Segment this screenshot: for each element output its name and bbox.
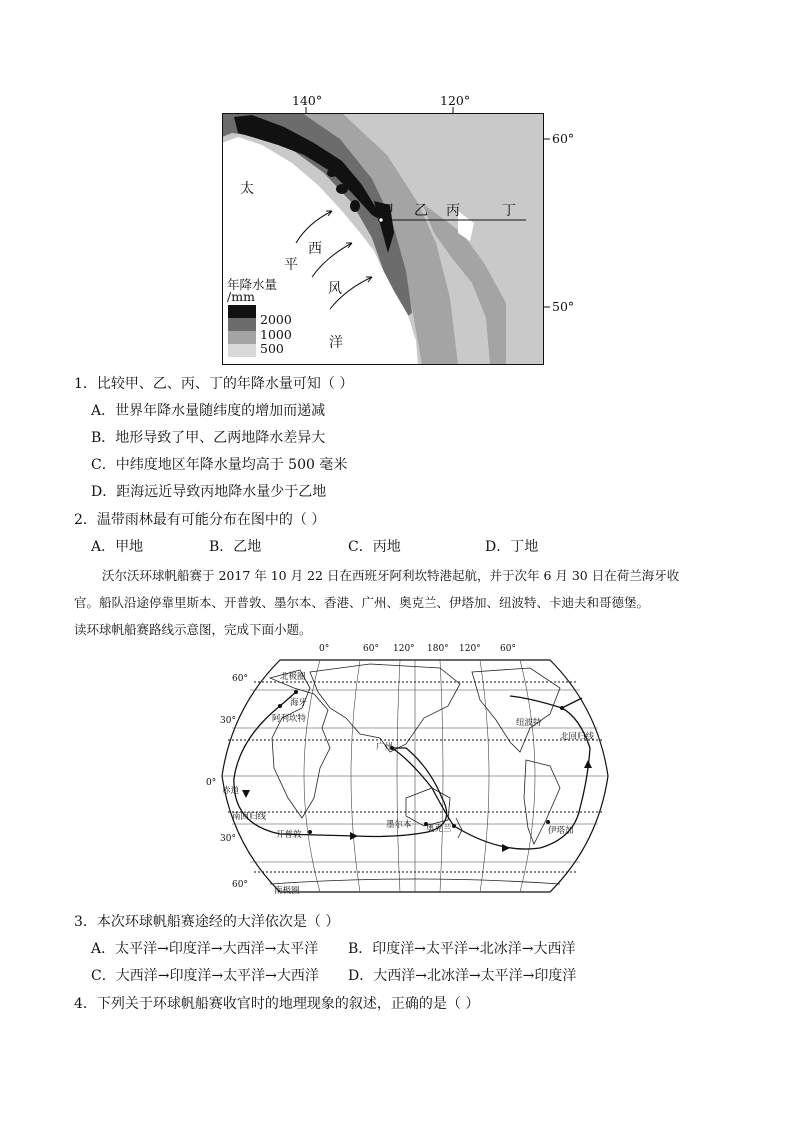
legend-title: 年降水量 bbox=[227, 277, 278, 292]
wind-char-feng: 风 bbox=[328, 281, 342, 297]
place-jia: 甲 bbox=[380, 203, 394, 219]
label-melbourne: 墨尔本 bbox=[386, 820, 412, 830]
q2-stem: 2．温带雨林最有可能分布在图中的（ ） bbox=[74, 512, 326, 528]
place-yi: 乙 bbox=[414, 203, 428, 219]
lat-label-50: 50° bbox=[552, 299, 575, 314]
passage-line-2: 官。船队沿途停靠里斯本、开普敦、墨尔本、香港、广州、奥克兰、伊塔加、纽波特、卡迪夫和哥德堡。 bbox=[74, 595, 650, 610]
lat-0: 0° bbox=[206, 778, 217, 788]
q2-option-c[interactable]: C．丙地 bbox=[348, 539, 401, 555]
lon-0: 0° bbox=[319, 644, 330, 654]
wind-char-xi: 西 bbox=[308, 241, 322, 257]
q3-option-c[interactable]: C．大西洋→印度洋→太平洋→大西洋 bbox=[91, 968, 319, 984]
q2-option-b[interactable]: B．乙地 bbox=[209, 539, 262, 555]
ocean-char-tai: 太 bbox=[240, 181, 254, 197]
lon-label-140: 140° bbox=[292, 93, 323, 108]
legend-value-1000: 1000 bbox=[260, 327, 292, 342]
place-ding: 丁 bbox=[502, 203, 516, 219]
lon-120w: 120° bbox=[459, 644, 481, 654]
place-bing: 丙 bbox=[446, 203, 460, 219]
q1-stem: 1．比较甲、乙、丙、丁的年降水量可知（ ） bbox=[74, 376, 354, 392]
label-alicante: 阿利坎特 bbox=[272, 714, 307, 724]
legend-value-500: 500 bbox=[260, 341, 284, 356]
q3-option-a[interactable]: A．太平洋→印度洋→大西洋→太平洋 bbox=[91, 941, 319, 957]
lon-180: 180° bbox=[427, 644, 449, 654]
label-cape-town: 开普敦 bbox=[276, 830, 302, 840]
q4-stem: 4．下列关于环球帆船赛收官时的地理现象的叙述，正确的是（ ） bbox=[74, 996, 480, 1012]
label-equator: 赤道 bbox=[222, 786, 240, 796]
lat-30n: 30° bbox=[220, 716, 236, 726]
ocean-char-ping: 平 bbox=[284, 257, 298, 273]
legend-value-2000: 2000 bbox=[260, 312, 292, 327]
lat-60n: 60° bbox=[232, 674, 248, 684]
q3-stem: 3．本次环球帆船赛途经的大洋依次是（ ） bbox=[74, 914, 340, 930]
lat-label-60: 60° bbox=[552, 131, 575, 146]
lon-120e: 120° bbox=[393, 644, 415, 654]
route-map bbox=[206, 644, 620, 904]
precipitation-map bbox=[222, 93, 575, 365]
lat-60s: 60° bbox=[232, 880, 248, 890]
lon-label-120: 120° bbox=[440, 93, 471, 108]
label-arctic-circle: 北极圈 bbox=[280, 672, 306, 682]
lon-60e: 60° bbox=[363, 644, 379, 654]
passage-line-3: 读环球帆船赛路线示意图，完成下面小题。 bbox=[74, 622, 312, 637]
label-antarctic-circle: 南极圈 bbox=[274, 886, 300, 896]
ocean-char-yang: 洋 bbox=[329, 335, 343, 351]
q1-option-c[interactable]: C．中纬度地区年降水量均高于 500 毫米 bbox=[91, 457, 348, 473]
q2-option-d[interactable]: D．丁地 bbox=[485, 539, 539, 555]
q3-option-d[interactable]: D．大西洋→北冰洋→太平洋→印度洋 bbox=[348, 968, 577, 984]
lat-30s: 30° bbox=[220, 834, 236, 844]
label-auckland: 奥克兰 bbox=[426, 824, 452, 834]
label-guangzhou: 广州 bbox=[376, 742, 394, 752]
q3-option-b[interactable]: B．印度洋→太平洋→北冰洋→大西洋 bbox=[348, 941, 576, 957]
label-newport: 纽波特 bbox=[516, 718, 542, 728]
legend-unit: /mm bbox=[227, 289, 255, 304]
label-hague: 海牙 bbox=[290, 698, 308, 708]
q2-option-a[interactable]: A．甲地 bbox=[91, 539, 144, 555]
q1-option-b[interactable]: B．地形导致了甲、乙两地降水差异大 bbox=[91, 430, 326, 446]
q1-option-d[interactable]: D．距海远近导致丙地降水量少于乙地 bbox=[91, 484, 327, 500]
q1-option-a[interactable]: A．世界年降水量随纬度的增加而递减 bbox=[91, 403, 326, 419]
label-tropic-cancer: 北回归线 bbox=[560, 732, 595, 742]
lon-60w: 60° bbox=[500, 644, 516, 654]
label-tropic-capricorn: 南回归线 bbox=[232, 812, 267, 822]
passage-line-1: 沃尔沃环球帆船赛于 2017 年 10 月 22 日在西班牙阿利坎特港起航，并于次年 6 月 30 日在荷兰海牙收 bbox=[102, 568, 680, 583]
label-itajai: 伊塔加 bbox=[548, 826, 574, 836]
